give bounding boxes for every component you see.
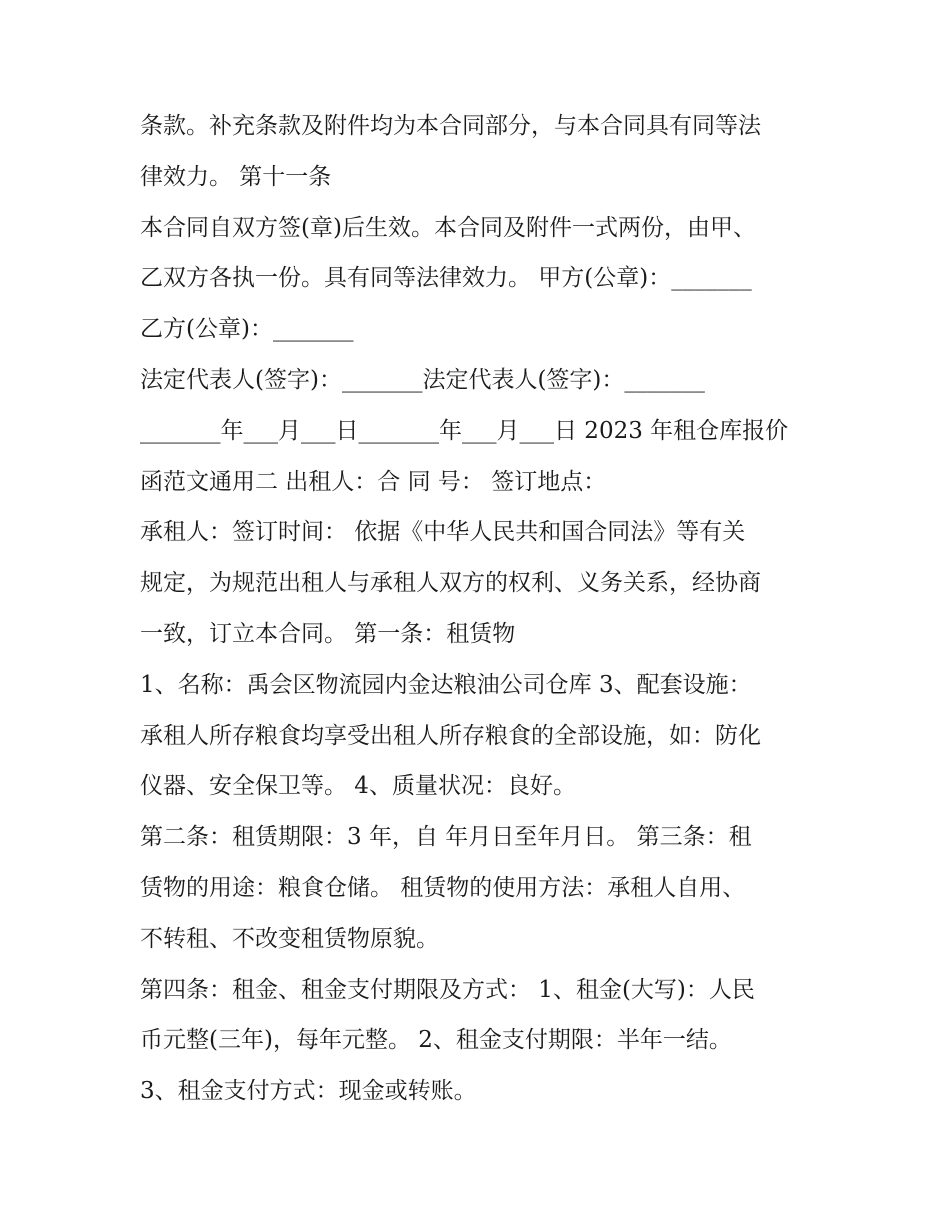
text-line: 赁物的用途：粮食仓储。 租赁物的使用方法：承租人自用、 <box>140 874 746 901</box>
text-line: 本合同自双方签(章)后生效。本合同及附件一式两份，由甲、 <box>140 214 756 241</box>
text-line: 函范文通用二 出租人：合 同 号： 签订地点： <box>140 468 607 495</box>
text-line: 1、名称：禹会区物流园内金达粮油公司仓库 3、配套设施： <box>140 671 752 698</box>
text-line: 3、租金支付方式：现金或转账。 <box>140 1078 477 1105</box>
text-line: 律效力。 第十一条 <box>140 163 332 190</box>
text-line: 币元整(三年)，每年元整。 2、租金支付期限：半年一结。 <box>140 1027 732 1054</box>
text-line: 第二条：租赁期限：3 年，自 年月日至年月日。 第三条：租 <box>140 824 752 851</box>
text-line: 承租人所存粮食均享受出租人所存粮食的全部设施，如：防化 <box>140 722 761 749</box>
text-line: 不转租、不改变租赁物原貌。 <box>140 925 439 952</box>
text-line: 乙方(公章)：_______ <box>140 316 354 343</box>
text-line: _______年___月___日_______年___月___日 2023 年租仓库报价 <box>140 417 789 444</box>
text-line: 条款。补充条款及附件均为本合同部分，与本合同具有同等法 <box>140 113 761 139</box>
text-line: 乙双方各执一份。具有同等法律效力。 甲方(公章)：_______ <box>140 265 752 292</box>
document-body <box>140 101 820 1117</box>
text-line: 承租人：签订时间： 依据《中华人民共和国合同法》等有关 <box>140 519 746 546</box>
text-line: 一致，订立本合同。 第一条：租赁物 <box>140 620 516 647</box>
text-line: 法定代表人(签字)：_______法定代表人(签字)：_______ <box>140 366 705 393</box>
text-line: 第四条：租金、租金支付期限及方式： 1、租金(大写)：人民 <box>140 976 755 1003</box>
text-line: 规定，为规范出租人与承租人双方的权利、义务关系，经协商 <box>140 570 761 597</box>
text-line: 仪器、安全保卫等。 4、质量状况：良好。 <box>140 773 576 800</box>
